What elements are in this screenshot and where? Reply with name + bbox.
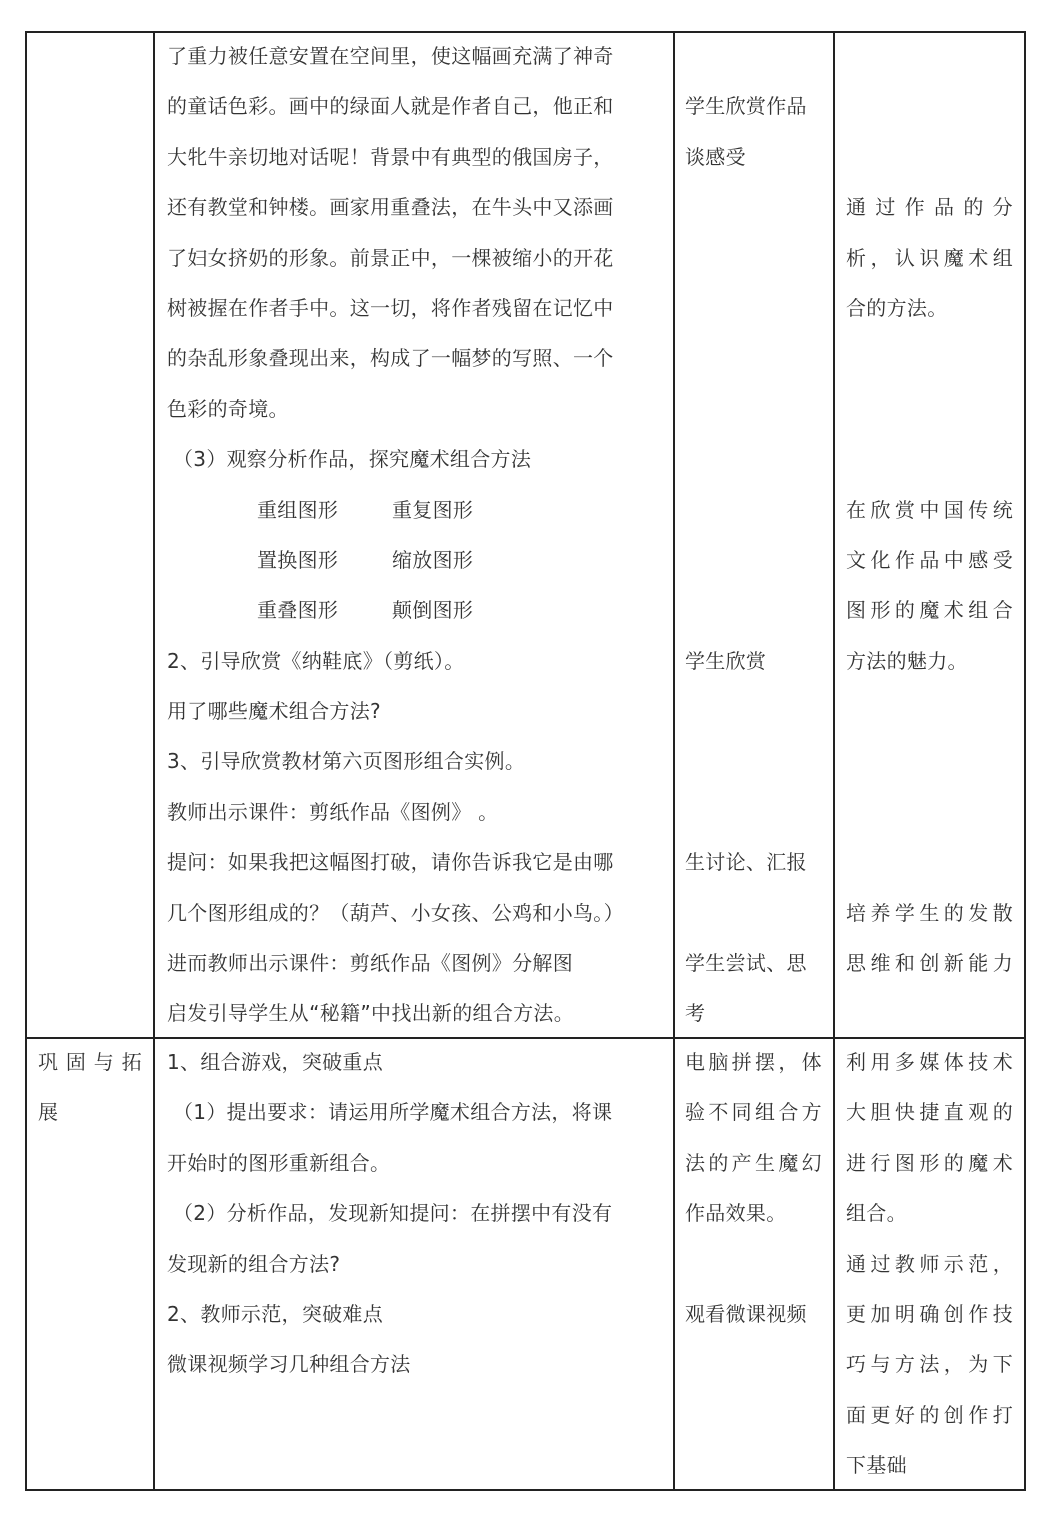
purpose-line [846,333,1013,383]
activity-line: 考 [685,1001,706,1026]
content-line: 启发引导学生从“秘籍”中找出新的组合方法。 [167,1001,575,1026]
activity-line [685,283,825,333]
purpose-line: 更加明确创作技 [846,1301,1013,1326]
method-row [167,585,667,635]
content-line: 提问：如果我把这幅图打破，请你告诉我它是由哪 [167,850,614,875]
activity-line [685,686,825,736]
activity-line [685,31,825,81]
content-line: 微课视频学习几种组合方法 [167,1352,411,1377]
row1-activity-cell [685,31,825,1039]
content-line: 发现新的组合方法? [167,1251,341,1276]
purpose-line: 下基础 [846,1453,907,1478]
purpose-line: 析，认识魔术组 [846,245,1013,270]
method-item: 颠倒图形 [392,598,474,623]
activity-line: 学生欣赏作品 [685,94,807,119]
content-line: 大牝牛亲切地对话呢！背景中有典型的俄国房子， [167,144,614,169]
method-item: 重叠图形 [257,598,339,623]
purpose-line: 进行图形的魔术 [846,1150,1013,1175]
activity-line [685,434,825,484]
column-divider-1 [153,31,155,1491]
method-item: 重复图形 [392,497,474,522]
method-item: 置换图形 [257,547,339,572]
table-border-left [25,31,27,1491]
row1-content-cell [167,31,667,1039]
content-line: 2、引导欣赏《纳鞋底》（剪纸）。 [167,648,465,673]
method-row [167,485,667,535]
content-line: 教师出示课件：剪纸作品《图例》 。 [167,799,499,824]
content-line: 3、引导欣赏教材第六页图形组合实例。 [167,749,526,774]
content-line: 开始时的图形重新组合。 [167,1150,391,1175]
content-line: 了妇女挤奶的形象。前景正中，一棵被缩小的开花 [167,245,614,270]
activity-line [685,1239,822,1289]
activity-line [685,787,825,837]
purpose-line: 利用多媒体技术 [846,1050,1013,1074]
content-line: 2、教师示范，突破难点 [167,1301,384,1326]
activity-line: 验不同组合方 [685,1100,822,1125]
purpose-line [846,434,1013,484]
purpose-line [846,81,1013,131]
content-line: （3）观察分析作品，探究魔术组合方法 [173,447,532,472]
row2-stage-cell [38,1037,142,1138]
activity-line: 观看微课视频 [685,1301,807,1326]
purpose-line [846,837,1013,887]
purpose-line [846,787,1013,837]
content-line: （2）分析作品，发现新知提问：在拼摆中有没有 [173,1201,613,1226]
purpose-line: 合的方法。 [846,295,948,320]
content-line: 还有教堂和钟楼。画家用重叠法，在牛头中又添画 [167,195,614,220]
column-divider-3 [833,31,835,1491]
activity-line [685,233,825,283]
stage-label: 巩固与拓 [38,1050,142,1074]
content-line: （1）提出要求：请运用所学魔术组合方法，将课 [173,1100,613,1125]
method-item: 缩放图形 [392,547,474,572]
purpose-line [846,736,1013,786]
purpose-line: 巧与方法，为下 [846,1352,1013,1377]
row2-content-cell [167,1037,667,1390]
table-border-right [1024,31,1026,1491]
purpose-line [846,686,1013,736]
purpose-line: 思维和创新能力 [846,951,1013,976]
content-line: 的杂乱形象叠现出来，构成了一幅梦的写照、一个 [167,346,614,371]
purpose-line: 培养学生的发散 [846,900,1013,925]
content-line: 了重力被任意安置在空间里，使这幅画充满了神奇 [167,44,614,68]
content-line: 树被握在作者手中。这一切，将作者残留在记忆中 [167,295,614,320]
activity-line [685,585,825,635]
row1-purpose-cell [846,31,1013,988]
purpose-line: 在欣赏中国传统 [846,497,1013,522]
content-line: 几个图形组成的？（葫芦、小女孩、公鸡和小鸟。） [167,900,624,925]
activity-line: 生讨论、汇报 [685,850,807,875]
content-line: 用了哪些魔术组合方法? [167,699,381,724]
stage-label: 展 [38,1100,59,1125]
purpose-line: 文化作品中感受 [846,547,1013,572]
activity-line [685,333,825,383]
method-row [167,535,667,585]
column-divider-2 [673,31,675,1491]
purpose-line: 方法的魅力。 [846,648,968,673]
purpose-line [846,384,1013,434]
purpose-line: 图形的魔术组合 [846,598,1013,623]
purpose-line: 面更好的创作打 [846,1402,1013,1427]
activity-line: 法的产生魔幻 [685,1150,822,1175]
purpose-line [846,132,1013,182]
method-item: 重组图形 [257,497,339,522]
activity-line [685,888,825,938]
purpose-line: 通过教师示范， [846,1251,1013,1276]
activity-line: 学生欣赏 [685,648,767,673]
content-line: 进而教师出示课件：剪纸作品《图例》分解图 [167,951,573,976]
activity-line [685,736,825,786]
activity-line: 电脑拼摆，体 [685,1050,822,1074]
row2-purpose-cell [846,1037,1013,1491]
purpose-line: 大胆快捷直观的 [846,1100,1013,1125]
content-line: 的童话色彩。画中的绿面人就是作者自己，他正和 [167,94,614,119]
activity-line [685,384,825,434]
purpose-line [846,31,1013,81]
activity-line [685,535,825,585]
purpose-line: 通过作品的分 [846,195,1013,220]
purpose-line: 组合。 [846,1201,907,1226]
content-line: 色彩的奇境。 [167,396,289,421]
activity-line: 学生尝试、思 [685,951,807,976]
activity-line [685,485,825,535]
activity-line [685,182,825,232]
activity-line: 作品效果。 [685,1201,787,1226]
content-line: 1、组合游戏，突破重点 [167,1050,384,1074]
activity-line: 谈感受 [685,144,746,169]
row2-activity-cell [685,1037,822,1339]
